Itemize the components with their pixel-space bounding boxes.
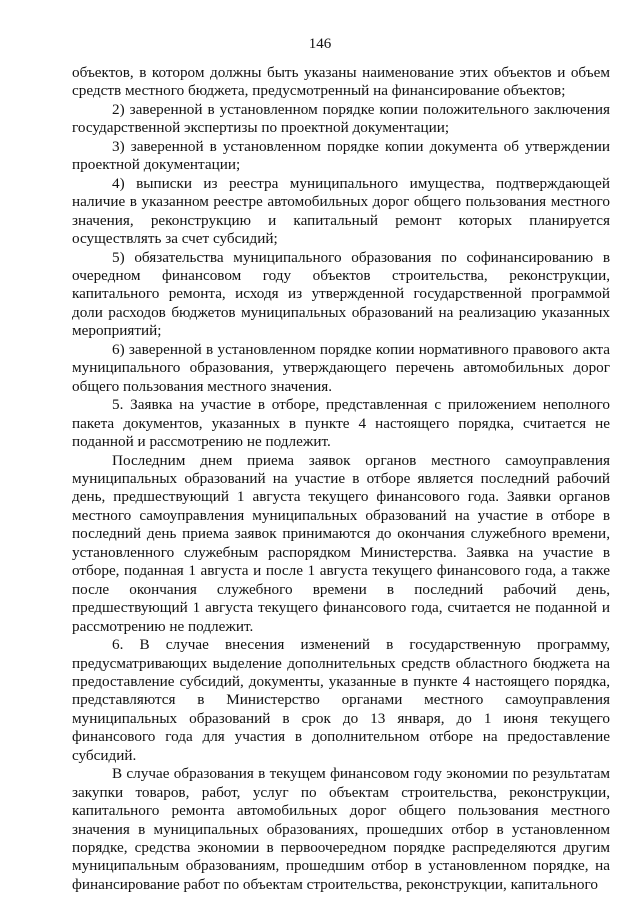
page-number: 146 — [308, 36, 332, 52]
paragraph: 5. Заявка на участие в отборе, представленная с приложением неполного пакета документов, указанных в пункте 4 настоящего порядка, считается не поданной и рассмотрению не подлежит. — [72, 396, 610, 451]
paragraph: 5) обязательства муниципального образования по софинансированию в очередном финансовом году объектов строительства, реконструкции, капитального ремонта, исходя из утвержденной государственной программой доли расходов бюджетов муниципальных образований на реализацию указанных мероприятий; — [72, 248, 610, 340]
document-body — [72, 64, 610, 894]
paragraph: 4) выписки из реестра муниципального имущества, подтверждающей наличие в указанном реестре автомобильных дорог общего пользования местного значения, реконструкцию и капитальный ремонт которых планируется осуществлять за счет субсидий; — [72, 174, 610, 248]
paragraph: 3) заверенной в установленном порядке копии документа об утверждении проектной документации; — [72, 137, 610, 174]
paragraph: 6. В случае внесения изменений в государственную программу, предусматривающих выделение дополнительных средств областного бюджета на предоставление субсидий, документы, указанные в пункте 4 настоящего порядка, представляются в Министерство органами местного самоуправления муниципальных образований в срок до 13 января, до 1 июня текущего финансового года для участия в дополнительном отборе на предоставление субсидий. — [72, 636, 610, 764]
paragraph: 6) заверенной в установленном порядке копии нормативного правового акта муниципального образования, утверждающего перечень автомобильных дорог общего пользования местного значения. — [72, 340, 610, 395]
paragraph: объектов, в котором должны быть указаны наименование этих объектов и объем средств местного бюджета, предусмотренный на финансирование объектов; — [72, 64, 610, 100]
paragraph: 2) заверенной в установленном порядке копии положительного заключения государственной экспертизы по проектной документации; — [72, 100, 610, 137]
paragraph: Последним днем приема заявок органов местного самоуправления муниципальных образований на участие в отборе является последний рабочий день, предшествующий 1 августа текущего финансового года. Заявки органов местного самоуправления муниципальных образований на участие в отборе в последний день приема заявок принимаются до окончания служебного времени, установленного служебным распорядком Министерства. Заявка на участие в отборе, поданная 1 августа и после 1 августа текущего финансового года, а также после окончания служебного времени в последний рабочий день, предшествующий 1 августа текущего финансового года, считается не поданной и рассмотрению не подлежит. — [72, 451, 610, 635]
paragraph: В случае образования в текущем финансовом году экономии по результатам закупки товаров, работ, услуг по объектам строительства, реконструкции, капитального ремонта автомобильных дорог общего пользования местного значения в муниципальных образованиях, прошедших отбор в установленном порядке, средства экономии в первоочередном порядке распределяются другим муниципальным образованиям, прошедшим отбор в установленном порядке, на финансирование работ по объектам строительства, реконструкции, капитального — [72, 765, 610, 893]
